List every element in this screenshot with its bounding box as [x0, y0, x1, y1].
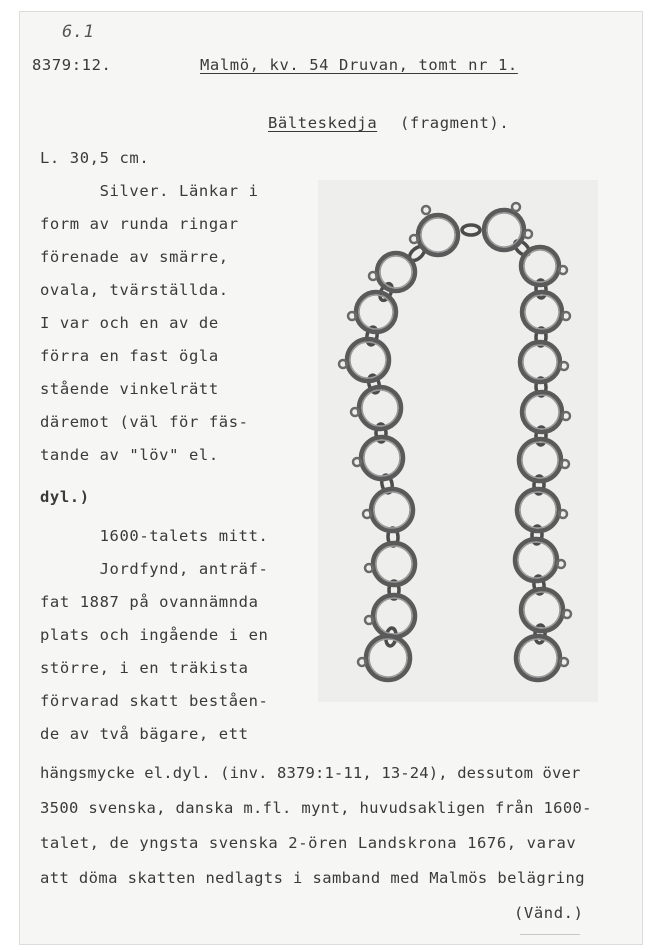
chain-loop	[339, 360, 347, 368]
chain-ring-highlight	[487, 213, 521, 247]
description-line: förvarad skatt beståen-	[40, 692, 269, 710]
chain-ring	[377, 253, 415, 291]
description-line: form av runda ringar	[40, 215, 239, 233]
description-line: stående vinkelrätt	[40, 380, 219, 398]
description-line: plats och ingående i en	[40, 626, 269, 644]
description-line: tande av "löv" el.	[40, 446, 219, 464]
chain-ring-highlight	[376, 546, 412, 582]
object-title: Bälteskedja	[268, 114, 378, 132]
chain-ring-highlight	[350, 342, 386, 378]
chain-ring-highlight	[519, 639, 557, 677]
chain-ring-highlight	[518, 542, 554, 578]
chain-ring	[520, 342, 560, 382]
description-line: talet, de yngsta svenska 2-ören Landskrona 1676, varav	[40, 834, 577, 852]
chain-loop	[422, 206, 430, 214]
chain-ring-highlight	[523, 345, 557, 379]
inventory-number: 8379:12.	[32, 56, 112, 74]
description-line: hängsmycke el.dyl. (inv. 8379:1-11, 13-24), dessutom över	[40, 764, 581, 782]
chain-loop	[563, 610, 571, 618]
handwritten-mark: 6.1	[62, 22, 95, 42]
chain-ring	[418, 215, 458, 255]
chain-loop	[351, 408, 359, 416]
chain-loop	[562, 412, 570, 420]
description-line: förra en fast ögla	[40, 347, 219, 365]
chain-ring-highlight	[525, 295, 559, 329]
chain-loop	[363, 510, 371, 518]
chain-loop	[369, 272, 377, 280]
description-line: större, i en träkista	[40, 659, 249, 677]
location-heading: Malmö, kv. 54 Druvan, tomt nr 1.	[200, 56, 518, 74]
description-line: 3500 svenska, danska m.fl. mynt, huvudsakligen från 1600-	[40, 799, 592, 817]
description-line: L. 30,5 cm.	[40, 149, 150, 167]
description-line: I var och en av de	[40, 314, 219, 332]
description-line: fat 1887 på ovannämnda	[40, 593, 259, 611]
chain-ring-highlight	[364, 440, 400, 476]
chain-small-link	[462, 225, 480, 235]
chain-loop	[560, 362, 568, 370]
chain-ring-highlight	[525, 395, 559, 429]
chain-loop	[562, 312, 570, 320]
description-line: dyl.)	[40, 488, 90, 506]
chain-photograph	[318, 180, 598, 702]
chain-loop	[559, 510, 567, 518]
chain-ring-highlight	[374, 492, 410, 528]
chain-loop	[512, 203, 520, 211]
object-title-qualifier: (fragment).	[400, 114, 510, 132]
description-line: förenade av smärre,	[40, 248, 229, 266]
chain-loop	[559, 266, 567, 274]
description-line: ovala, tvärställda.	[40, 281, 229, 299]
chain-loop	[561, 460, 569, 468]
chain-ring-highlight	[524, 250, 556, 282]
chain-loop	[358, 658, 366, 666]
description-line: Jordfynd, anträf-	[40, 560, 269, 578]
chain-ring	[371, 489, 413, 531]
description-line: att döma skatten nedlagts i samband med Malmös belägring	[40, 869, 585, 887]
chain-loop	[410, 235, 418, 243]
chain-image	[318, 180, 598, 702]
turn-page-note: (Vänd.)	[514, 904, 584, 922]
chain-loop	[348, 312, 356, 320]
chain-ring-highlight	[524, 592, 560, 628]
chain-ring-highlight	[421, 218, 455, 252]
chain-ring-highlight	[520, 492, 556, 528]
description-line: däremot (väl för fäs-	[40, 413, 249, 431]
chain-ring	[484, 210, 524, 250]
chain-ring-highlight	[380, 256, 412, 288]
chain-loop	[365, 616, 373, 624]
chain-ring-highlight	[362, 390, 398, 426]
footer-rule	[520, 934, 580, 935]
chain-ring	[356, 292, 396, 332]
description-line: Silver. Länkar i	[40, 182, 259, 200]
chain-ring	[373, 543, 415, 585]
chain-loop	[560, 658, 568, 666]
chain-loop	[557, 560, 565, 568]
description-line: de av två bägare, ett	[40, 725, 249, 743]
chain-ring-highlight	[359, 295, 393, 329]
description-line: 1600-talets mitt.	[40, 527, 269, 545]
chain-loop	[524, 230, 532, 238]
chain-loop	[365, 564, 373, 572]
chain-ring-highlight	[522, 442, 558, 478]
chain-loop	[353, 458, 361, 466]
